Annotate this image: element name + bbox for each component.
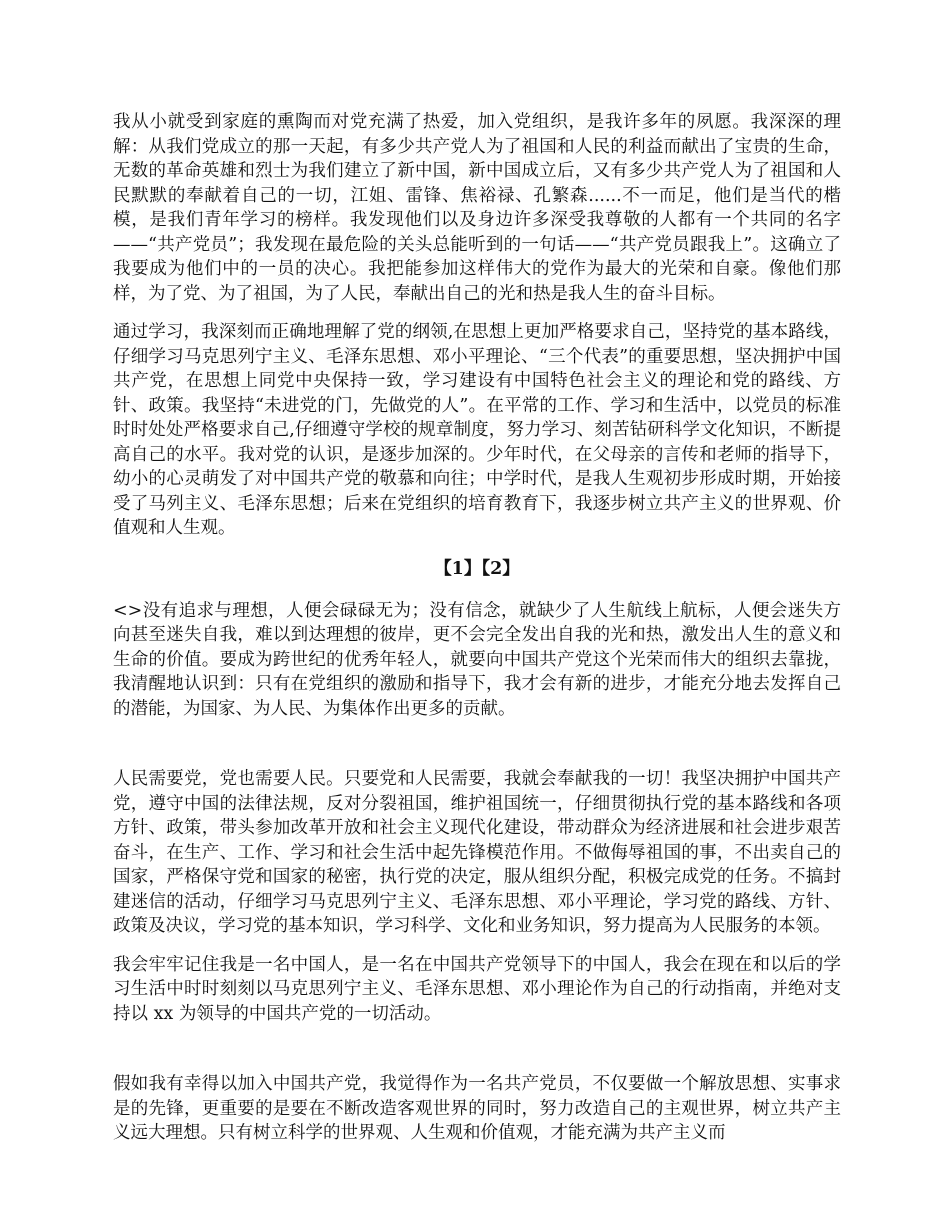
paragraph-3: <>没有追求与理想，人便会碌碌无为；没有信念，就缺少了人生航线上航标，人便会迷失方向甚至迷失自我，难以到达理想的彼岸，更不会完全发出自我的光和热，激发出人生的意义和生命的价值。要成为跨世纪的优秀年轻人，就要向中国共产党这个光荣而伟大的组织去靠拢，我清醒地认识到：只有在党组织的激励和指导下，我才会有新的进步，才能充分地去发挥自己的潜能，为国家、为人民、为集体作出更多的贡献。: [113, 600, 841, 719]
paragraph-6: 假如我有幸得以加入中国共产党，我觉得作为一名共产党员，不仅要做一个解放思想、实事求是的先锋，更重要的是要在不断改造客观世界的同时，努力改造自己的主观世界，树立共产主义远大理想。只有树立科学的世界观、人生观和价值观，才能充满为共产主义而: [113, 1074, 841, 1143]
paragraph-2: 通过学习，我深刻而正确地理解了党的纲领,在思想上更加严格要求自己，坚持党的基本路线，仔细学习马克思列宁主义、毛泽东思想、邓小平理论、“三个代表”的重要思想，坚决拥护中国共产党，在思想上同党中央保持一致，学习建设有中国特色社会主义的理论和党的路线、方针、政策。我坚持“未进党的门，先做党的人”。在平常的工作、学习和生活中，以党员的标准时时处处严格要求自己,仔细遵守学校的规章制度，努力学习、刻苦钻研科学文化知识，不断提高自己的水平。我对党的认识，是逐步加深的。少年时代，在父母亲的言传和老师的指导下，幼小的心灵萌发了对中国共产党的敬慕和向往；中学时代，是我人生观初步形成时期，开始接受了马列主义、毛泽东思想；后来在党组织的培育教育下，我逐步树立共产主义的世界观、价值观和人生观。: [113, 322, 841, 538]
spacer: [113, 721, 841, 767]
paragraph-4: 人民需要党，党也需要人民。只要党和人民需要，我就会奉献我的一切！我坚决拥护中国共产党，遵守中国的法律法规，反对分裂祖国，维护祖国统一，仔细贯彻执行党的基本路线和各项方针、政策，带头参加改革开放和社会主义现代化建设，带动群众为经济进展和社会进步艰苦奋斗，在生产、工作、学习和社会生活中起先锋模范作用。不做侮辱祖国的事，不出卖自己的国家，严格保守党和国家的秘密，执行党的决定，服从组织分配，积极完成党的任务。不搞封建迷信的活动，仔细学习马克思列宁主义、毛泽东思想、邓小平理论，学习党的路线、方针、政策及决议，学习党的基本知识，学习科学、文化和业务知识，努力提高为人民服务的本领。: [113, 769, 841, 936]
pagination-links[interactable]: 【1】【2】: [434, 558, 520, 579]
document-body: [113, 110, 841, 1146]
spacer: [113, 1026, 841, 1072]
paragraph-1: 我从小就受到家庭的熏陶而对党充满了热爱，加入党组织，是我许多年的夙愿。我深深的理解：从我们党成立的那一天起，有多少共产党人为了祖国和人民的利益而献出了宝贵的生命，无数的革命英雄和烈士为我们建立了新中国，新中国成立后，又有多少共产党人为了祖国和人民默默的奉献着自己的一切，江姐、雷锋、焦裕禄、孔繁森......不一而足，他们是当代的楷模，是我们青年学习的榜样。我发现他们以及身边许多深受我尊敬的人都有一个共同的名字——“共产党员”；我发现在最危险的关头总能听到的一句话——“共产党员跟我上”。这确立了我要成为他们中的一员的决心。我把能参加这样伟大的党作为最大的光荣和自豪。像他们那样，为了党、为了祖国，为了人民，奉献出自己的光和热是我人生的奋斗目标。: [113, 112, 841, 304]
paragraph-5: 我会牢牢记住我是一名中国人，是一名在中国共产党领导下的中国人，我会在现在和以后的学习生活中时时刻刻以马克思列宁主义、毛泽东思想、邓小理论作为自己的行动指南，并绝对支持以 xx 为领导的中国共产党的一切活动。: [113, 954, 841, 1024]
